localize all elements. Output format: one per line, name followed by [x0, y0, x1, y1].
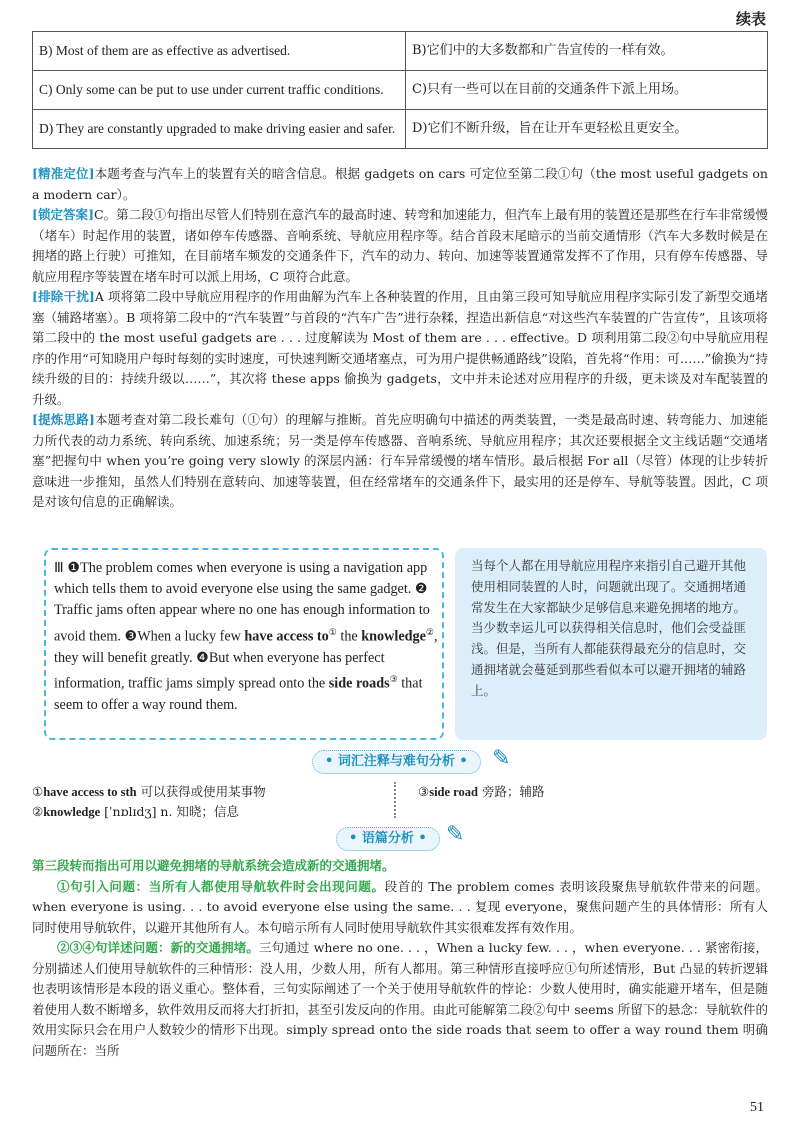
discourse-heading: ①句引入问题：当所有人都使用导航软件时会出现问题。 [57, 878, 385, 894]
table-row [33, 32, 768, 71]
vocab-term-3: side roads [328, 675, 390, 692]
sentence-1: The problem comes when everyone is using a navigation app which tells them to avoid everyone else using the same gadget. [54, 560, 428, 598]
option-b-zh: B)它们中的大多数都和广告宣传的一样有效。 [406, 32, 768, 71]
analysis-block [32, 164, 768, 513]
option-b-en: B) Most of them are as effective as advertised. [33, 32, 406, 71]
sentence-4-part: But when everyone has perfect information, traffic jams simply spread onto the [54, 649, 385, 692]
note-ref: ② [425, 626, 434, 637]
section-tag: [排除干扰] [32, 289, 95, 304]
analysis-paragraph [32, 164, 768, 205]
table-row [33, 110, 768, 149]
passage-box [44, 548, 444, 740]
continued-label: 续表 [735, 10, 766, 28]
vocab-item-1 [32, 782, 266, 802]
vocab-definition: 旁路；辅路 [477, 784, 545, 799]
vocab-number: ① [32, 784, 44, 799]
sentence-marker-1: ❶ [67, 560, 81, 576]
vocab-number: ② [32, 804, 44, 819]
vocab-word: side road [429, 785, 478, 799]
sentence-marker-4: ❹ [196, 649, 209, 666]
vocab-definition: n. 知晓；信息 [160, 804, 239, 819]
pen-icon: ✎ [446, 822, 465, 847]
paragraph-text: 本题考查对第二段长难句（①句）的理解与推断。首先应明确句中描述的两类装置，一类是最高时速、转弯能力、加速能力所代表的动力系统、转向系统、加速系统；另一类是停车传感器、音响系统、导航应用程序；其次还要根据全文主线话题“交通堵塞”把握句中 when you’re going very slowly 的深层内涵：行车异常缓慢的堵车情形。最后根据 For all（尽管）体现的让步转折意味进一步推知，虽然人们特别在意转向、加速等装置，但在经常堵车的交通条件下，最实用的还是停车、导航等装置。因此，C 项是对该句信息的正确解读。 [32, 412, 768, 509]
discourse-text: 三句通过 where no one. . . ，When a lucky few. . . ，when everyone. . . 紧密衔接，分别描述人们使用导航软件的三种情形：没人用，少数人用，所有人都用。第三种情形直接呼应①句所述情形，But 凸显的转折逻辑也表明该情形是本段的语义重心。整体看，三句实际阐述了一个关于使用导航软件的悖论：少数人使用时，确实能避开堵车，但是随着使用人数不断增多，软件效用反而将大打折扣，甚至引发反向的作用。由此可能解第二段②句中 seems 所留下的悬念：导航软件的效用实际只会在用户人数较少的情形下出现。simply spread onto the side roads that seem to offer a way round them 明确问题所在：当所 [32, 940, 768, 1058]
vocab-word: have access to sth [43, 785, 137, 799]
sentence-3-part: the [336, 628, 362, 645]
analysis-paragraph [32, 410, 768, 513]
section-tag: [提炼思路] [32, 412, 95, 427]
options-table [32, 31, 768, 149]
pen-icon: ✎ [492, 746, 511, 771]
vocab-item-3 [418, 782, 544, 802]
vocab-item-2 [32, 802, 239, 822]
discourse-paragraph [32, 938, 768, 1061]
option-d-en: D) They are constantly upgraded to make driving easier and safer. [33, 110, 406, 149]
vocab-term-2: knowledge [361, 628, 426, 645]
sentence-marker-2: ❷ [414, 581, 428, 598]
sentence-3-part: When a lucky few [137, 628, 245, 645]
vocab-number: ③ [418, 784, 430, 799]
discourse-summary: 第三段转而指出可用以避免拥堵的导航系统会造成新的交通拥堵。 [32, 858, 395, 873]
paragraph-number: Ⅲ [54, 560, 64, 576]
analysis-paragraph [32, 287, 768, 410]
sentence-marker-3: ❸ [124, 628, 138, 645]
sentence-3-part: , they will benefit greatly. [54, 628, 438, 666]
option-d-zh: D)它们不断升级，旨在让开车更轻松且更安全。 [406, 110, 768, 149]
table-row [33, 71, 768, 110]
sentence-2: Traffic jams often appear where no one has enough information to avoid them. [54, 602, 430, 645]
note-ref: ① [328, 626, 337, 637]
vocab-phonetic: [ˈnɒlɪdʒ] [100, 804, 161, 819]
translation-box: 当每个人都在用导航应用程序来指引自己避开其他使用相同装置的人时，问题就出现了。交通拥堵通常发生在大家都缺少足够信息来避免拥堵的地方。当少数幸运儿可以获得相关信息时，他们会受益匪浅。但是，当所有人都能获得最充分的信息时，交通拥堵就会蔓延到那些看似本可以避开拥堵的辅路上。 [455, 548, 767, 740]
discourse-paragraph [32, 877, 768, 939]
paragraph-text: C。第二段①句指出尽管人们特别在意汽车的最高时速、转弯和加速能力，但汽车上最有用的装置还是那些在行车非常缓慢（堵车）时起作用的装置，诸如停车传感器、音响系统、导航应用程序等。结合首段末尾暗示的当前交通情形（汽车大多数时候是在拥堵的路上行驶）可推知，在目前堵车频发的交通条件下，汽车的动力、转向、加速等装置通常发挥不了作用，只有停车传感器、导航应用程序等装置在堵车时可以派上用场，C 项符合此意。 [32, 207, 768, 284]
discourse-heading: ②③④句详述问题：新的交通拥堵。 [57, 940, 260, 955]
option-c-en: C) Only some can be put to use under current traffic conditions. [33, 71, 406, 110]
paragraph-text: A 项将第二段中导航应用程序的作用曲解为汽车上各种装置的作用，且由第三段可知导航应用程序实际引发了新型交通堵塞（辅路堵塞）。B 项将第二段中的“汽车装置”与首段的“汽车广告”进行杂糅，捏造出新信息“对这些汽车装置的广告宣传”，且该项将第二段中的 the most useful gadgets are . . . 过度解读为 Most of them are . . . effective。D 项利用第二段②句中导航应用程序的作用“可知晓用户每时每刻的实时速度，可快速判断交通堵塞点，可为用户提供畅通路线”设陷，首先将“作用：可……”偷换为“持续升级的目的：持续升级以……”，其次将 these apps 偷换为 gadgets，文中并未论述对应用程序的升级，更未谈及对车配装置的升级。 [32, 289, 768, 407]
section-tag: [精准定位] [32, 166, 95, 181]
option-c-zh: C)只有一些可以在目前的交通条件下派上用场。 [406, 71, 768, 110]
discourse-block [32, 856, 768, 1061]
page-number: 51 [750, 1100, 764, 1115]
vocab-word: knowledge [43, 805, 101, 819]
sentence-4-part: that seem to offer a way round them. [54, 675, 423, 713]
vocab-definition: 可以获得或使用某事物 [136, 784, 266, 799]
section-tag: [锁定答案] [32, 207, 95, 222]
vocab-term-1: have access to [244, 628, 329, 645]
analysis-paragraph [32, 205, 768, 287]
discourse-section-title: • 语篇分析 • [336, 827, 440, 851]
paragraph-text: 本题考查与汽车上的装置有关的暗含信息。根据 gadgets on cars 可定位至第二段①句（the most useful gadgets on a modern car）。 [32, 166, 768, 202]
spiral-divider [394, 782, 406, 818]
note-ref: ③ [389, 673, 398, 684]
discourse-text: 段首的 The problem comes 表明该段聚焦导航软件带来的问题。when everyone is using. . . to avoid everyone else using the same. . . 复现 everyone，聚焦问题产生的具体情形：所有人同时使用导航软件，以避开其他所有人。本句暗示所有人同时使用导航软件其实很难发挥有效作用。 [32, 878, 768, 935]
vocab-section-title: • 词汇注释与难句分析 • [312, 750, 481, 774]
